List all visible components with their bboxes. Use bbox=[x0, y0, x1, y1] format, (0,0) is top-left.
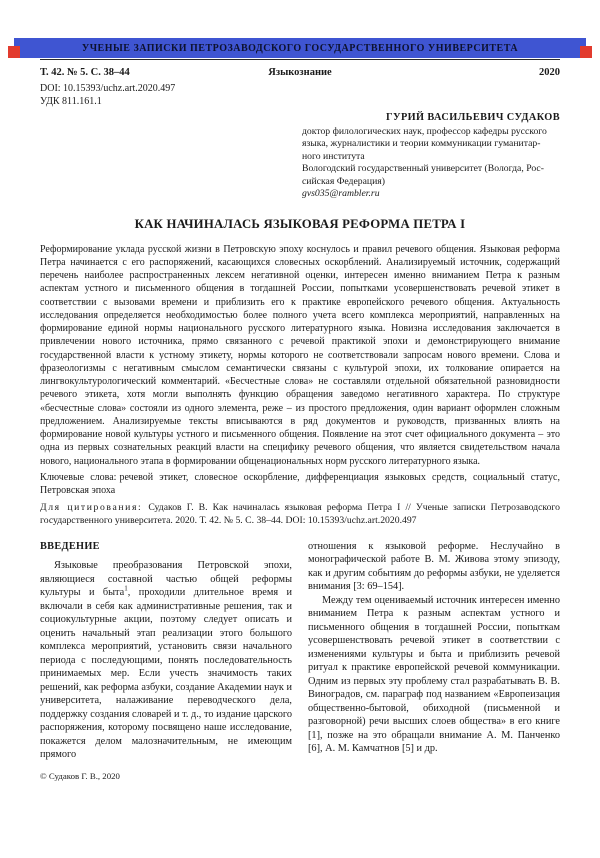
author-affiliation-line2: сийская Федерация) bbox=[302, 175, 385, 187]
citation-block bbox=[40, 502, 560, 527]
section-label: Языкознание bbox=[268, 67, 332, 78]
journal-page bbox=[0, 38, 600, 858]
intro-paragraph bbox=[40, 559, 292, 762]
copyright-notice: © Судаков Г. В., 2020 bbox=[40, 770, 120, 781]
intro-paragraph-part2: , проходили длительное время и включали в себя как административные решения, так и социокультурные акции, поэтому следует описать и оценить начальный этап реализации этого большого комплекса мероприятий, установить связи начального периода с последующими, понять последовательность принимаемых мер. Если учесть значимость таких решений, как реформа азбуки, создание Академии наук и университета, налаживание переводческого дела, поддержку создания словарей и т. д., то издание царского распоряжения, которому посвящено наше исследование, покажется делом малозначительным, не имеющим прямого bbox=[40, 587, 292, 761]
right-column bbox=[308, 540, 560, 762]
author-block bbox=[302, 112, 560, 201]
author-affiliation-line1: Вологодский государственный университет (Вологда, Рос- bbox=[302, 163, 544, 174]
left-column bbox=[40, 540, 292, 762]
author-degree-line1: доктор филологических наук, профессор кафедры русского bbox=[302, 125, 547, 137]
journal-title-highlight bbox=[14, 38, 586, 58]
header-rule bbox=[40, 59, 560, 60]
journal-header: УЧЕНЫЕ ЗАПИСКИ ПЕТРОЗАВОДСКОГО ГОСУДАРСТВЕННОГО УНИВЕРСИТЕТА bbox=[81, 42, 519, 54]
corner-marker-left bbox=[8, 46, 20, 58]
keywords-block bbox=[40, 472, 560, 498]
issue-meta-row bbox=[40, 67, 560, 78]
citation-text: Судаков Г. В. Как начиналась языковая реформа Петра I // Ученые записки Петрозаводского государственного университета. 2020. Т. 42. № 5. С. 38–44. DOI: 10.15393/uchz.art.2020.497 bbox=[40, 502, 561, 526]
author-degree-line2: языка, журналистики и теории коммуникации гуманитар- bbox=[302, 138, 541, 149]
keywords-text: речевой этикет, словесное оскорбление, дифференциация языковых средств, социальный статус, Петровская эпоха bbox=[40, 471, 560, 496]
intro-paragraph-part1: Языковые преобразования Петровской эпохи, являющиеся составной частью общей реформы культуры и быта bbox=[40, 560, 292, 599]
author-name: ГУРИЙ ВАСИЛЬЕВИЧ СУДАКОВ bbox=[386, 112, 560, 123]
right-paragraph-2: Между тем оцениваемый источник интересен именно вниманием Петра к разным аспектам устного и письменного общения в тогдашней России, попыткам усовершенствовать речевой этикет в соответствии с изменениями культуры и быта и приблизить речевой ритуал к практике европейской речевой коммуникации. Одним из первых эту проблему стал разрабатывать В. В. Виноградов, см. параграф под названием «Европеизация общественно-бытовой, обиходной (письменной и разговорной) речи высших слоев общества» в его книге [1], позже на это обращали внимание А. М. Панченко [6], А. М. Камчатнов [5] и др. bbox=[308, 594, 560, 755]
keywords-label: Ключевые слова: bbox=[40, 471, 117, 483]
doi-line: DOI: 10.15393/uchz.art.2020.497 bbox=[40, 83, 176, 94]
udc-line: УДК 811.161.1 bbox=[40, 96, 102, 107]
author-degree-line3: ного института bbox=[302, 150, 365, 162]
abstract-text: Реформирование уклада русской жизни в Петровскую эпоху коснулось и правил речевого общения. Языковая реформа Петра начинается с его распоряжений, касающихся словесных оскорблений. Анализируемый источник, содержащий перечень наиболее распространенных лексем негативной оценки, интересен именно вниманием Петра к разным аспектам устного и письменного общения в тогдашней России, попытками усовершенствовать речевой этикет в соответствии с вызовами времени и приблизить его к практике европейского речевого общения. Актуальность исследования определяется необходимостью более полного учета всего комплекса мероприятий, направленных на формирование единой нормы национального русского литературного языка. Новизна исследования заключается в привлечении нового источника, прямо связанного с речевой практикой эпохи и демонстрирующего внимание государственной власти к устному этикету, нормы которого не соответствовали запросам нового времени. Слова и фразеологизмы с негативным смыслом семантически связаны с культурой эпохи, их толкование опирается на лингвокультурологический комментарий. «Бесчестные слова» не составляли отдельной обязательной разновидности речевого этикета, хотя могли выполнять функцию обращения заведомо негативного характера. По структуре «бесчестные слова» состояли из одного элемента, реже – из простого предложения, один вариант оформлен сложным предложением. Анализируемые тексты вписываются в ряд документов и руководств, призванных влиять на формирование новой культуры устного и письменного общения. Появление на этот счет официального документа – это одна из первых сознательных реакций власти на специфику речевого общения, что является свидетельством начала нового, национального этапа в формировании общенациональных норм русского литературного языка. bbox=[40, 243, 560, 467]
issue-year: 2020 bbox=[538, 67, 560, 78]
article-title: КАК НАЧИНАЛАСЬ ЯЗЫКОВАЯ РЕФОРМА ПЕТРА I bbox=[134, 216, 466, 231]
right-paragraph-1: отношения к языковой реформе. Неслучайно в монографической работе В. М. Живова этому эпизоду, как и другим событиям до реформы азбуки, не уделяется внимания [3: 69–154]. bbox=[308, 540, 560, 593]
intro-heading: ВВЕДЕНИЕ bbox=[40, 540, 100, 552]
footnote-marker: 1 bbox=[124, 585, 128, 594]
body-columns bbox=[40, 540, 560, 762]
volume-info: Т. 42. № 5. С. 38–44 bbox=[40, 67, 130, 78]
citation-label: Для цитирования: bbox=[40, 502, 143, 514]
corner-marker-right bbox=[580, 46, 592, 58]
author-email: gvs035@rambler.ru bbox=[302, 188, 380, 199]
